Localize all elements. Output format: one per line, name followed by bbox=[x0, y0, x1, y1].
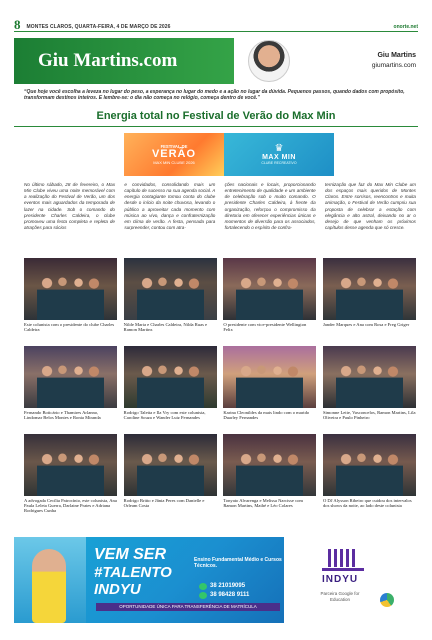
ad-headline-line3: INDYU bbox=[94, 581, 141, 598]
article-column-1: No último sábado, 28 de fevereiro, o Max Min Clube viveu uma noite memorável com a realização do Festival de Verão, um dos eventos mais aguardados da temporada de lazer na cidade. Sob o comando do presidente Charles Caldeira, o clube promoveu uma festa completa e repleta de atrações para sócios bbox=[24, 182, 115, 231]
event-photo bbox=[223, 434, 316, 496]
site-link[interactable]: onorte.net bbox=[393, 24, 418, 30]
photo-card bbox=[124, 346, 217, 430]
ad-brand-panel bbox=[284, 537, 418, 623]
ad-headline-line1: VEM SER bbox=[94, 546, 167, 563]
page-header bbox=[14, 17, 418, 32]
crown-icon: ♛ bbox=[274, 143, 284, 154]
author-portrait bbox=[248, 40, 290, 82]
photo-card bbox=[124, 434, 217, 518]
maxmin-logo-name: MAX MIN bbox=[262, 154, 296, 161]
article-column-4: ternização que faz do Max Min Clube um dos espaços mais queridos de Montes Claros. Entre sorrisos, reencontros e muita animação, o Festival de Verão cumpriu sua proposta de celebrar a estação com elegância e alto astral, deixando no ar o desejo de que venham os próximos capítulos desse agenda que só cresce. bbox=[324, 182, 416, 231]
indyu-brand-name: INDYU bbox=[322, 574, 359, 585]
indyu-advertisement[interactable] bbox=[14, 537, 418, 623]
maxmin-logo-sub: CLUBE RECREATIVO bbox=[261, 161, 297, 165]
photo-row bbox=[24, 346, 416, 430]
banner-title-block bbox=[14, 38, 234, 84]
ad-student-figure bbox=[14, 537, 86, 623]
article-body bbox=[24, 182, 416, 231]
photo-caption: Nilde Maria e Charles Caldeira, Nilda Ruas e Ramon Martins bbox=[123, 321, 208, 332]
banner-title: Giu Martins.com bbox=[38, 50, 178, 71]
photo-caption: Fernando Boticário e Thamires Arlanno, Lindomar Belos Montes e Ronia Miranda bbox=[24, 409, 101, 420]
photo-caption: Este colunista com o presidente do clube Charles Caldeira bbox=[24, 321, 115, 332]
festival-logo-title: VERÃO bbox=[151, 148, 197, 160]
photo-caption: Tonyato Alvarenga e Melissa Narcisse com Ramon Martins, Mathé e Léo Colares bbox=[223, 497, 303, 508]
article-column-3: ções nacionais e locais, proporcionando entretenimento de qualidade e um ambiente de celebração sob o muito comando. O presidente Charles Caldeira, à frente da organização, reforçou o compromisso da diretoria em oferecer experiências únicas e momentos de diversão para os associados, fortalecendo o espírito de confra- bbox=[224, 182, 316, 231]
photo-card bbox=[24, 258, 117, 342]
photo-caption: A advogada Cecília Patrocínio, este colunista, Ana Paula Leleta Guerra, Darlaine Prates e Adriana Rodrigues Cunha bbox=[24, 497, 117, 514]
page-number: 8 bbox=[14, 17, 21, 32]
photo-card bbox=[323, 346, 416, 430]
photo-caption: Jander Marques e Ana com Rosa e Freg Griger bbox=[322, 321, 410, 327]
photo-row bbox=[24, 434, 416, 518]
partner-seal-icon bbox=[380, 593, 394, 607]
photo-caption: Simonne Leite, Vasconcelos, Ramon Martins, Lila Oliveira e Paulo Pinheiro bbox=[322, 409, 416, 420]
ad-phone-1[interactable]: 38 21019095 bbox=[210, 583, 246, 589]
photo-card bbox=[124, 258, 217, 342]
opening-quote: “Que hoje você escolha a leveza no lugar do peso, a esperança no lugar do medo e a ação no lugar da dúvida. Pequenos passos, quando dados com propósito, transformam destinos inteiros. E lembre-se: o dia não começa no relógio, começa dentro de você.” bbox=[24, 89, 405, 102]
event-photo bbox=[124, 346, 217, 408]
photo-grid bbox=[24, 258, 416, 522]
event-photo bbox=[323, 258, 416, 320]
photo-caption: O DJ Alysson Ribeiro que cuidou dos intervalos dos shows da noite, ao lado deste colunista bbox=[322, 497, 412, 508]
photo-caption: Rodrigo Taletta e Ila Vry com este colunista, Caroline Souza e Wander Luiz Fernandes bbox=[123, 409, 206, 420]
ad-offer-strip: OPORTUNIDADE ÚNICA PARA TRANSFERÊNCIA DE MATRÍCULA bbox=[96, 603, 280, 611]
photo-caption: Rodrigo Britto e Jânia Peres com Danielle e Orleam Costa bbox=[123, 497, 205, 508]
banner-author-block bbox=[234, 38, 418, 84]
festival-logo-label: FESTIVAL DE bbox=[160, 144, 188, 149]
column-banner bbox=[14, 38, 418, 84]
event-photo bbox=[24, 434, 117, 496]
photo-card bbox=[323, 434, 416, 518]
photo-caption: Karina Cleonildes da mais lindo com o marido Duarley Fernandes bbox=[223, 409, 310, 420]
photo-card bbox=[24, 346, 117, 430]
event-photo bbox=[24, 258, 117, 320]
article-headline: Energia total no Festival de Verão do Max Min bbox=[14, 110, 418, 127]
photo-card bbox=[223, 258, 316, 342]
ad-main-panel bbox=[14, 537, 284, 623]
dateline: MONTES CLAROS, QUARTA-FEIRA, 4 DE MARÇO DE 2026 bbox=[26, 24, 171, 30]
event-photo bbox=[223, 258, 316, 320]
maxmin-logo bbox=[224, 133, 334, 176]
photo-card bbox=[223, 434, 316, 518]
event-photo bbox=[24, 346, 117, 408]
photo-card bbox=[24, 434, 117, 518]
event-photo bbox=[124, 434, 217, 496]
festival-logo-sub: MAX MIN CLUBE 2026 bbox=[153, 160, 195, 165]
ad-phone-2[interactable]: 38 98428 9111 bbox=[210, 592, 250, 598]
event-photo bbox=[223, 346, 316, 408]
photo-row bbox=[24, 258, 416, 342]
author-name: Giu Martins bbox=[377, 52, 416, 59]
photo-card bbox=[323, 258, 416, 342]
event-photo bbox=[124, 258, 217, 320]
ad-education-levels: Ensino Fundamental Médio e Cursos Técnicos. bbox=[194, 557, 282, 569]
ad-headline-line2: #TALENTO bbox=[94, 564, 172, 581]
google-education-badge: Parceira Google for Education bbox=[320, 591, 360, 602]
event-logos bbox=[124, 133, 334, 176]
photo-caption: O presidente com vice-presidente Wellington Felix bbox=[223, 321, 307, 332]
indyu-logo-icon bbox=[322, 549, 364, 571]
photo-card bbox=[223, 346, 316, 430]
festival-logo bbox=[124, 133, 224, 176]
event-photo bbox=[323, 434, 416, 496]
article-column-2: e convidados, consolidando mais um capítulo de sucesso na sua agenda social. A energia contagiante tomou conta do clube desde o início da noite chuvosa, levando o público a aproveitar cada momento com música ao vivo, dança e confraternização em clima de verão. A festa, pensada para surpreender, contou com atra- bbox=[124, 182, 216, 231]
author-site[interactable]: giumartins.com bbox=[371, 62, 416, 69]
event-photo bbox=[323, 346, 416, 408]
